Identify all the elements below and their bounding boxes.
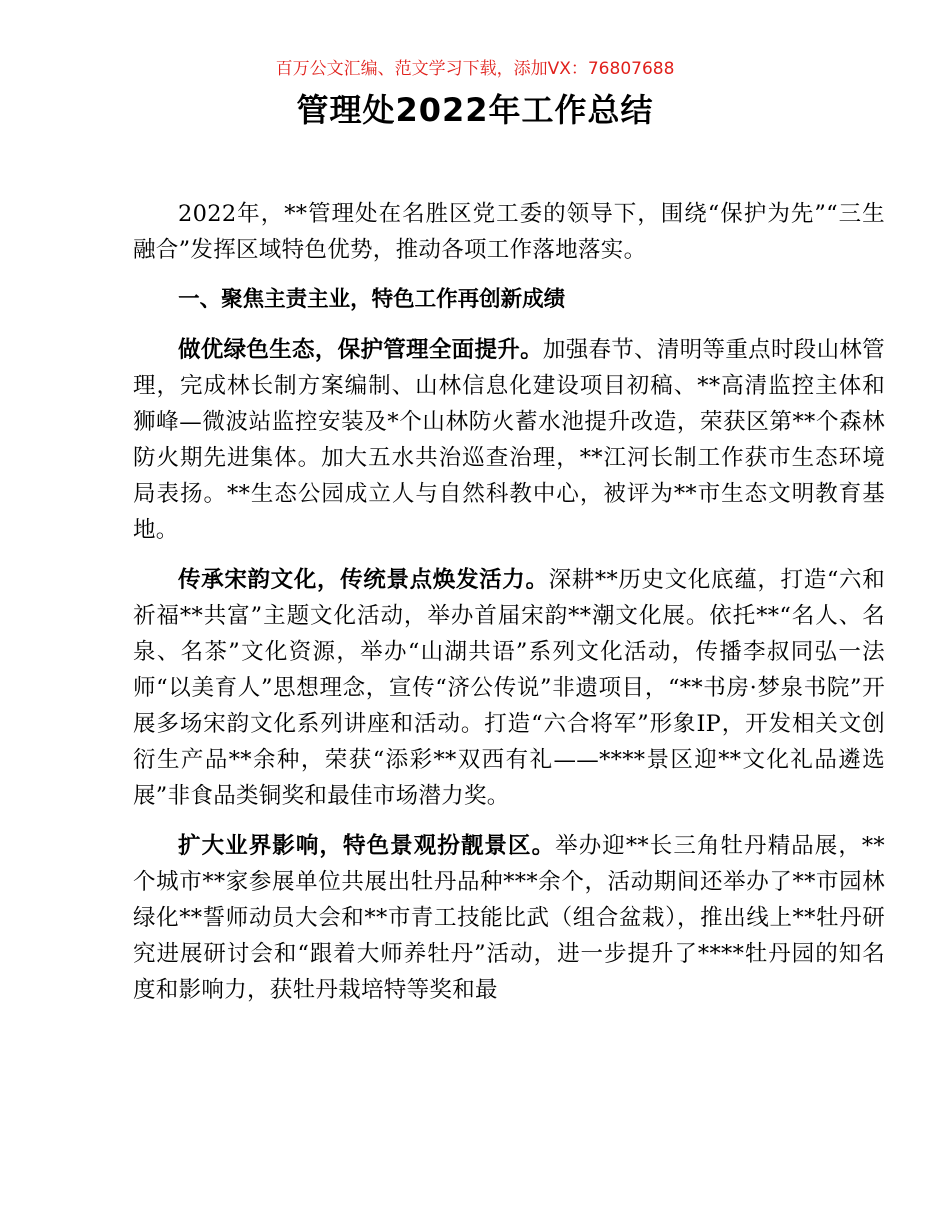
- section-heading: 一、聚焦主责主业，特色工作再创新成绩: [178, 287, 566, 312]
- paragraph-text: 加强春节、清明等重点时段山林管理，完成林长制方案编制、山林信息化建设项目初稿、**高清监控主体和狮峰—微波站监控安装及*个山林防火蓄水池提升改造，荣获区第**个森林防火期先进集体。加大五水共治巡查治理，**江河长制工作获市生态环境局表扬。**生态公园成立人与自然科教中心，被评为**市生态文明教育基地。: [133, 337, 885, 543]
- document-title: 管理处2022年工作总结: [296, 91, 654, 129]
- paragraph-lead: 扩大业界影响，特色景观扮靓景区。: [178, 833, 556, 859]
- paragraph-text: 深耕**历史文化底蕴，打造“六和祈福**共富”主题文化活动，举办首届宋韵**潮文化展。依托**“名人、名泉、名茶”文化资源，举办“山湖共语”系列文化活动，传播李叔同弘一法师“以美育人”思想理念，宣传“济公传说”非遗项目，“**书房·梦泉书院”开展多场宋韵文化系列讲座和活动。打造“六合将军”形象IP，开发相关文创衍生产品**余种，荣获“添彩**双西有礼——****景区迎**文化礼品遴选展”非食品类铜奖和最佳市场潜力奖。: [133, 567, 885, 809]
- document-body: [133, 196, 885, 1008]
- paragraph-text: 举办迎**长三角牡丹精品展，**个城市**家参展单位共展出牡丹品种***余个，活动期间还举办了**市园林绿化**誓师动员大会和**市青工技能比武（组合盆栽），推出线上**牡丹研究进展研讨会和“跟着大师养牡丹”活动，进一步提升了****牡丹园的知名度和影响力，获牡丹栽培特等奖和最: [133, 833, 885, 1003]
- paragraph-culture: [133, 562, 885, 814]
- promo-watermark: 百万公文汇编、范文学习下载，添加VX：76807688: [275, 59, 675, 79]
- paragraph-ecology: [133, 332, 885, 548]
- paragraph-landscape: [133, 828, 885, 1008]
- intro-paragraph: 2022年，**管理处在名胜区党工委的领导下，围绕“保护为先”“三生融合”发挥区域特色优势，推动各项工作落地落实。: [133, 201, 885, 263]
- paragraph-lead: 传承宋韵文化，传统景点焕发活力。: [178, 567, 549, 593]
- paragraph-lead: 做优绿色生态，保护管理全面提升。: [178, 337, 543, 363]
